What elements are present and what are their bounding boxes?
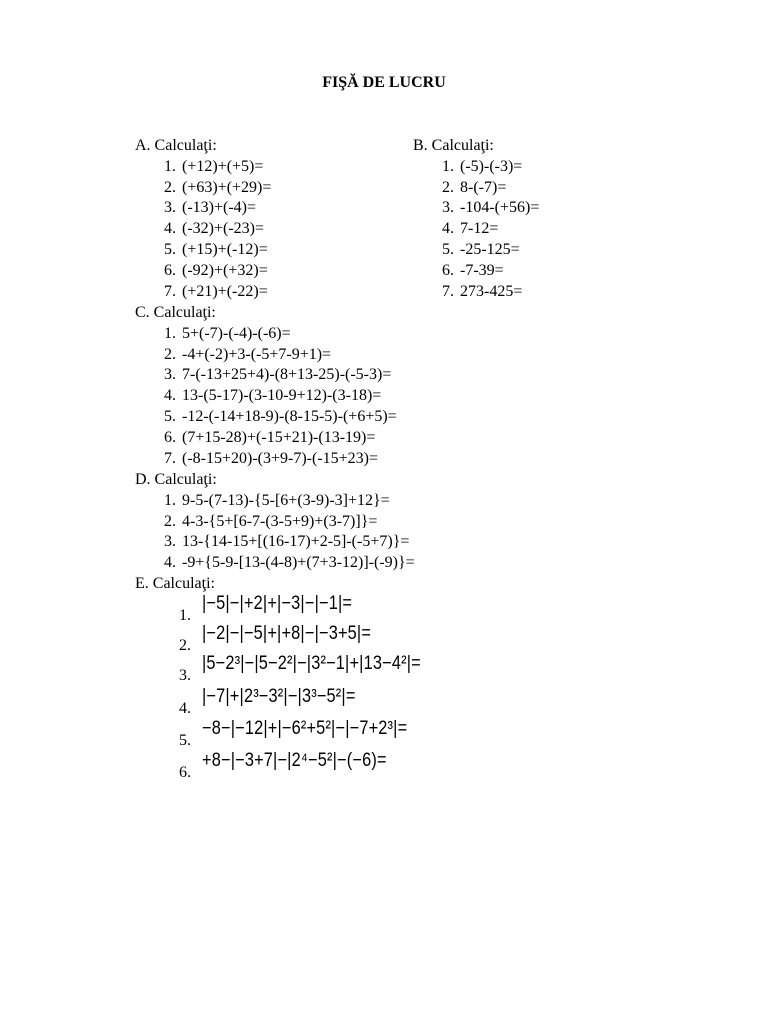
list-item: 1. 5+(-7)-(-4)-(-6)= xyxy=(164,324,291,342)
section-b-heading: B. Calculaţi: xyxy=(413,137,494,154)
list-item: 1. (+12)+(+5)= xyxy=(164,157,264,175)
exercise-text: |−7|+|2³−3²|−|3³−5²|= xyxy=(202,686,356,707)
list-item: 7. (+21)+(-22)= xyxy=(164,282,268,300)
list-item: 2. 8-(-7)= xyxy=(442,178,507,196)
list-item: 1. (-5)-(-3)= xyxy=(442,157,523,175)
section-c xyxy=(135,303,397,469)
list-item: 6. -7-39= xyxy=(442,261,504,279)
exercise-text: 13-{14-15+[(16-17)+2-5]-(-5+7)}= xyxy=(182,533,410,551)
section-d-heading: D. Calculaţi: xyxy=(135,471,217,488)
exercise-text: (-32)+(-23)= xyxy=(182,220,265,238)
list-item: 4. 13-(5-17)-(3-10-9+12)-(3-18)= xyxy=(164,387,382,405)
section-e: E. Calculaţi: 1. |−5|−|+2|+|−3|−|−1|= 2. |−2|−|−5|+|+8|−|−3+5|= 3. |5−2³|−|5−2²|−|3²−1|+|13−4²|= 4. |−7|+|2³−3²|−|3³−5²|= 5. −8−|−12|+|−6²+5²|−|−7+2³|= 6. +8−|−3+7|−|2⁴−5²|−(−6)= xyxy=(135,575,421,781)
exercise-text: 7-(-13+25+4)-(8+13-25)-(-5-3)= xyxy=(182,366,392,384)
exercise-text: +8−|−3+7|−|2⁴−5²|−(−6)= xyxy=(202,750,387,771)
section-a-heading: A. Calculaţi: xyxy=(135,137,217,154)
exercise-text: (-13)+(-4)= xyxy=(182,199,257,217)
exercise-text: -4+(-2)+3-(-5+7-9+1)= xyxy=(182,345,332,363)
list-item: 1. 9-5-(7-13)-{5-[6+(3-9)-3]+12}= xyxy=(164,491,390,509)
exercise-text: −8−|−12|+|−6²+5²|−|−7+2³|= xyxy=(202,718,408,739)
exercise-text: (+21)+(-22)= xyxy=(182,282,268,300)
list-item: 3. -104-(+56)= xyxy=(442,199,540,217)
exercise-text: 7-12= xyxy=(460,220,499,238)
exercise-text: (-92)+(+32)= xyxy=(182,261,268,279)
section-d xyxy=(135,470,415,574)
exercise-text: |−2|−|−5|+|+8|−|−3+5|= xyxy=(202,623,372,644)
exercise-text: 4-3-{5+[6-7-(3-5+9)+(3-7)]}= xyxy=(182,512,378,530)
exercise-text: 13-(5-17)-(3-10-9+12)-(3-18)= xyxy=(182,387,382,405)
section-e-heading: E. Calculaţi: xyxy=(135,575,215,592)
section-a xyxy=(135,136,271,302)
exercise-text: -104-(+56)= xyxy=(460,199,540,217)
list-item: 6. (7+15-28)+(-15+21)-(13-19)= xyxy=(164,428,376,446)
list-item: 5. -12-(-14+18-9)-(8-15-5)-(+6+5)= xyxy=(164,407,397,425)
exercise-text: (+63)+(+29)= xyxy=(182,178,272,196)
exercise-text: 5+(-7)-(-4)-(-6)= xyxy=(182,324,291,342)
section-d-list xyxy=(135,491,415,574)
section-b-list xyxy=(413,157,539,303)
exercise-text: -25-125= xyxy=(460,240,520,258)
section-b xyxy=(413,136,539,302)
worksheet-title: FIŞĂ DE LUCRU xyxy=(322,74,446,91)
list-item: 5. -25-125= xyxy=(442,240,520,258)
list-item: 6. (-92)+(+32)= xyxy=(164,261,268,279)
exercise-text: -12-(-14+18-9)-(8-15-5)-(+6+5)= xyxy=(182,407,397,425)
list-item: 4. 7-12= xyxy=(442,220,499,238)
exercise-text: 273-425= xyxy=(460,282,523,300)
exercise-text: (-5)-(-3)= xyxy=(460,157,523,175)
list-item: 2. (+63)+(+29)= xyxy=(164,178,272,196)
section-a-list xyxy=(135,157,271,303)
section-c-heading: C. Calculaţi: xyxy=(135,304,216,321)
exercise-text: 8-(-7)= xyxy=(460,178,507,196)
list-item: 3. (-13)+(-4)= xyxy=(164,199,257,217)
exercise-text: -9+{5-9-[13-(4-8)+(7+3-12)]-(-9)}= xyxy=(182,554,415,572)
exercise-text: |−5|−|+2|+|−3|−|−1|= xyxy=(202,593,353,614)
exercise-text: (+12)+(+5)= xyxy=(182,157,264,175)
exercise-text: -7-39= xyxy=(460,261,504,279)
list-item: 5. (+15)+(-12)= xyxy=(164,240,268,258)
list-item: 3. 7-(-13+25+4)-(8+13-25)-(-5-3)= xyxy=(164,366,392,384)
list-item: 4. (-32)+(-23)= xyxy=(164,220,265,238)
list-item: 7. 273-425= xyxy=(442,282,523,300)
list-item: 7. (-8-15+20)-(3+9-7)-(-15+23)= xyxy=(164,449,379,467)
list-item: 2. -4+(-2)+3-(-5+7-9+1)= xyxy=(164,345,332,363)
exercise-text: (-8-15+20)-(3+9-7)-(-15+23)= xyxy=(182,449,379,467)
exercise-text: |5−2³|−|5−2²|−|3²−1|+|13−4²|= xyxy=(202,653,421,674)
list-item: 3. 13-{14-15+[(16-17)+2-5]-(-5+7)}= xyxy=(164,533,410,551)
exercise-text: (+15)+(-12)= xyxy=(182,240,268,258)
list-item: 2. 4-3-{5+[6-7-(3-5+9)+(3-7)]}= xyxy=(164,512,378,530)
exercise-text: 9-5-(7-13)-{5-[6+(3-9)-3]+12}= xyxy=(182,491,390,509)
list-item: 4. -9+{5-9-[13-(4-8)+(7+3-12)]-(-9)}= xyxy=(164,554,415,572)
exercise-text: (7+15-28)+(-15+21)-(13-19)= xyxy=(182,428,376,446)
section-c-list xyxy=(135,324,397,470)
